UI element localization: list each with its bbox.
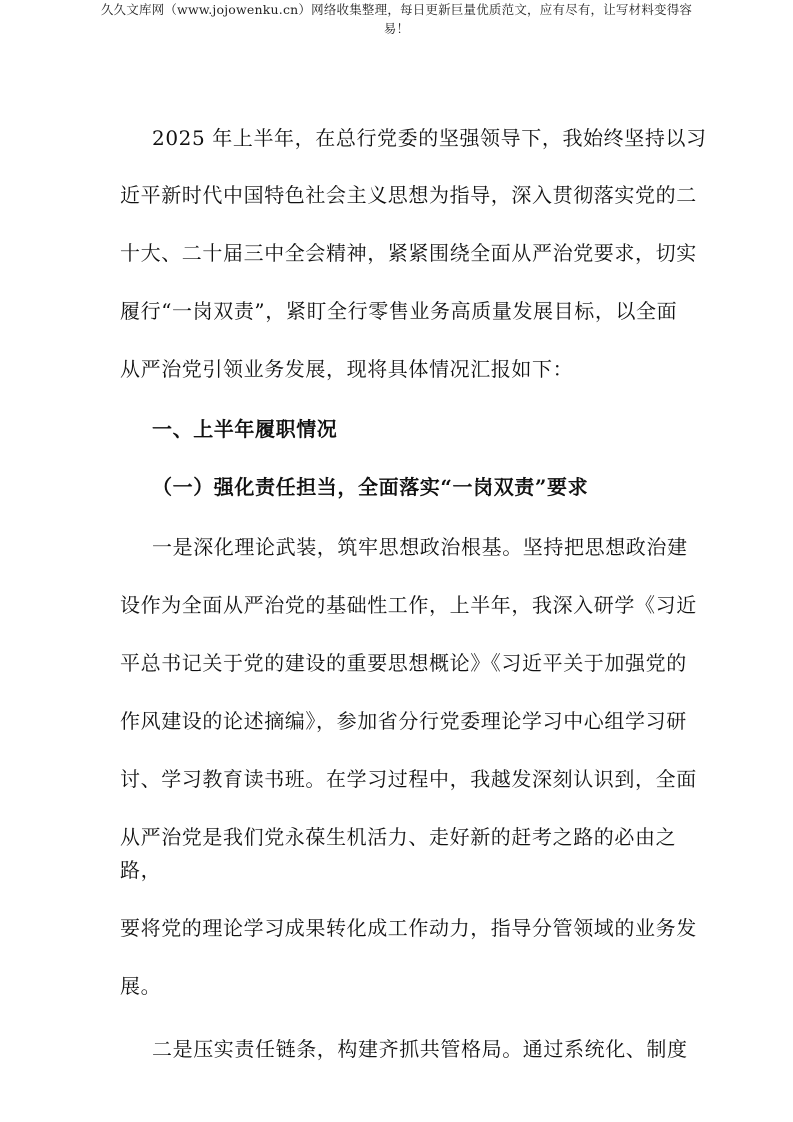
paragraph-2-line-5: 讨、学习教育读书班。在学习过程中，我越发深刻认识到，全面 — [120, 767, 697, 791]
paragraph-1-line-2: 近平新时代中国特色社会主义思想为指导，深入贯彻落实党的二 — [120, 183, 697, 207]
paragraph-2-line-7: 路， — [120, 858, 162, 882]
paragraph-3-line-1: 二是压实责任链条，构建齐抓共管格局。通过系统化、制度 — [152, 1037, 688, 1061]
paragraph-1-line-5: 从严治党引领业务发展，现将具体情况汇报如下： — [120, 357, 574, 381]
paragraph-1-line-4: 履行“一岗双责”，紧盯全行零售业务高质量发展目标，以全面 — [120, 299, 678, 323]
paragraph-2-line-9: 展。 — [120, 974, 162, 998]
paragraph-2-line-6: 从严治党是我们党永葆生机活力、走好新的赶考之路的必由之 — [120, 825, 677, 849]
header-line-1: 久久文库网（www.jojowenku.cn）网络收集整理，每日更新巨量优质范文，应有尽有，让写材料变得容 — [100, 2, 693, 17]
watermark-header — [90, 0, 703, 38]
paragraph-2-line-8: 要将党的理论学习成果转化成工作动力，指导分管领域的业务发 — [120, 916, 697, 940]
header-line-2: 易！ — [383, 21, 410, 36]
paragraph-2-line-4: 作风建设的论述摘编》，参加省分行党委理论学习中心组学习研 — [120, 709, 687, 733]
section-heading: 一、上半年履职情况 — [152, 417, 338, 441]
paragraph-1-line-3: 十大、二十届三中全会精神，紧紧围绕全面从严治党要求，切实 — [120, 241, 697, 265]
paragraph-2-line-3: 平总书记关于党的建设的重要思想概论》《习近平关于加强党的 — [120, 651, 687, 675]
paragraph-1-line-1: 2025 年上半年，在总行党委的坚强领导下，我始终坚持以习 — [152, 126, 707, 150]
paragraph-2-line-1: 一是深化理论武装，筑牢思想政治根基。坚持把思想政治建 — [152, 535, 688, 559]
subsection-heading: （一）强化责任担当，全面落实“一岗双责”要求 — [152, 475, 589, 499]
paragraph-2-line-2: 设作为全面从严治党的基础性工作，上半年，我深入研学《习近 — [120, 593, 697, 617]
